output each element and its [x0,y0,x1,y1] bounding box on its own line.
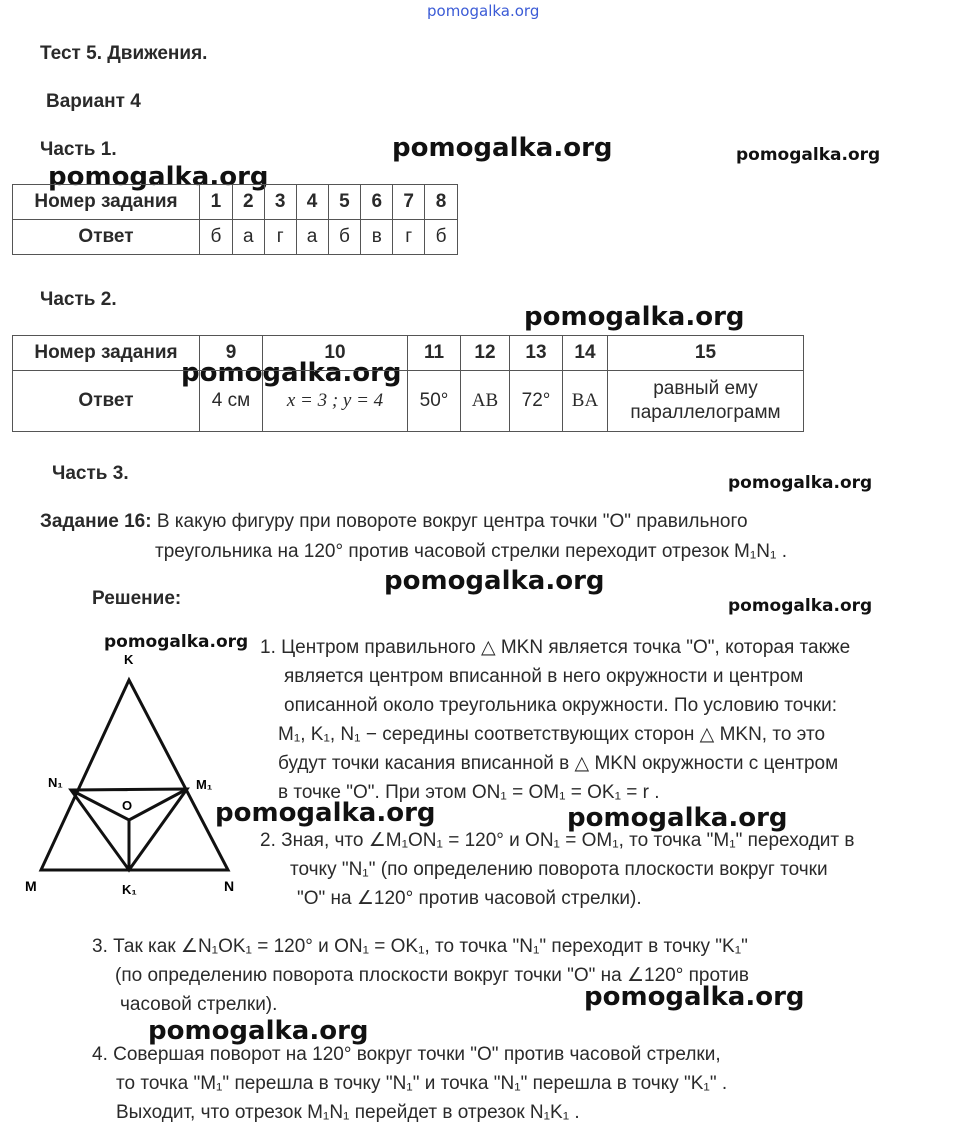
solution-step4-line: Выходит, что отрезок M₁N₁ перейдет в отрезок N₁K₁ . [116,1102,580,1123]
watermark-top: pomogalka.org [427,2,540,20]
watermark: pomogalka.org [181,358,402,388]
table-row [13,185,458,220]
watermark: pomogalka.org [104,632,249,652]
table-row [13,371,804,432]
table-cell: б [200,220,233,255]
solution-step1-line: будут точки касания вписанной в △ MKN окружности с центром [278,753,839,774]
watermark: pomogalka.org [392,133,613,163]
table-cell: 12 [461,336,510,371]
table-cell: 2 [232,185,264,220]
table-header: Номер задания [13,336,200,371]
table-cell: 50° [408,371,461,432]
watermark: pomogalka.org [584,982,805,1012]
solution-step1-line: 1. Центром правильного △ MKN является точка "О", которая также [260,637,851,658]
label-n: N [224,878,235,894]
label-o: O [122,798,133,813]
table-cell: 6 [361,185,393,220]
watermark: pomogalka.org [48,162,269,192]
table-row [13,220,458,255]
table-cell: 13 [510,336,563,371]
solution-step1-line: описанной около треугольника окружности. По условию точки: [284,695,838,716]
label-k: K [124,652,134,667]
table-cell: б [425,220,458,255]
solution-step2-line: 2. Зная, что ∠M₁ON₁ = 120° и ON₁ = OM₁, то точка "M₁" переходит в [260,830,855,851]
table-cell: в [361,220,393,255]
label-m: M [25,878,37,894]
solution-step1-line: в точке "О". При этом ON₁ = OM₁ = OK₁ = r . [278,782,660,803]
segment-on1 [71,790,129,820]
variant-label: Вариант 4 [46,91,141,112]
solution-step2-line: "О" на ∠120° против часовой стрелки). [297,888,642,909]
part2-label: Часть 2. [40,289,117,310]
table-cell: 11 [408,336,461,371]
table-cell: AB [461,371,510,432]
label-m1: M₁ [196,777,213,792]
triangle-mkn [41,680,228,870]
part1-table [12,184,458,255]
task-label: Задание 16: [40,511,152,532]
solution-step3-line: (по определению поворота плоскости вокруг точки "О" на ∠120° против [115,965,750,986]
watermark: pomogalka.org [384,566,605,596]
solution-step3-line: 3. Так как ∠N₁OK₁ = 120° и ON₁ = OK₁, то точка "N₁" переходит в точку "K₁" [92,936,748,957]
table-cell: 3 [264,185,296,220]
table-header: Ответ [13,220,200,255]
label-k1: K₁ [122,882,137,897]
table-cell: 15 [608,336,804,371]
table-cell: 72° [510,371,563,432]
watermark: pomogalka.org [736,145,881,165]
part3-label: Часть 3. [52,463,129,484]
part2-table [12,335,804,432]
table-cell: 10 [263,336,408,371]
table-header: Номер задания [13,185,200,220]
segment-om1 [129,789,187,820]
table-cell: 14 [563,336,608,371]
table-row [13,336,804,371]
solution-step1-line: M₁, K₁, N₁ − середины соответствующих сторон △ MKN, то это [278,724,826,745]
solution-step3-line: часовой стрелки). [120,994,278,1015]
table-cell: 9 [200,336,263,371]
table-cell: г [393,220,425,255]
watermark: pomogalka.org [728,473,873,493]
table-cell: 4 см [200,371,263,432]
table-cell: x = 3 ; y = 4 [263,371,408,432]
triangle-figure [18,650,248,900]
watermark: pomogalka.org [567,803,788,833]
watermark: pomogalka.org [524,302,745,332]
table-cell: а [232,220,264,255]
table-cell: 5 [328,185,361,220]
table-cell: г [264,220,296,255]
table-cell: 4 [296,185,328,220]
page-title: Тест 5. Движения. [40,43,208,64]
table-cell: BA [563,371,608,432]
task-16-line2: треугольника на 120° против часовой стрелки переходит отрезок M₁N₁ . [155,541,787,562]
table-cell: 8 [425,185,458,220]
label-n1: N₁ [48,775,63,790]
solution-step1-line: является центром вписанной в него окружности и центром [284,666,804,687]
solution-label: Решение: [92,588,182,609]
solution-step2-line: точку "N₁" (по определению поворота плоскости вокруг точки [290,859,828,880]
table-cell: равный ему параллелограмм [608,371,804,432]
watermark: pomogalka.org [215,798,436,828]
task-16-line1 [40,507,748,536]
table-cell: а [296,220,328,255]
part1-label: Часть 1. [40,139,117,160]
solution-step4-line: 4. Совершая поворот на 120° вокруг точки "O" против часовой стрелки, [92,1044,721,1065]
watermark: pomogalka.org [728,596,873,616]
table-cell: 7 [393,185,425,220]
watermark: pomogalka.org [148,1016,369,1046]
table-cell: б [328,220,361,255]
table-header: Ответ [13,371,200,432]
task-text: В какую фигуру при повороте вокруг центра точки "О" правильного [156,511,748,532]
table-cell: 1 [200,185,233,220]
solution-step4-line: то точка "M₁" перешла в точку "N₁" и точка "N₁" перешла в точку "K₁" . [116,1073,728,1094]
